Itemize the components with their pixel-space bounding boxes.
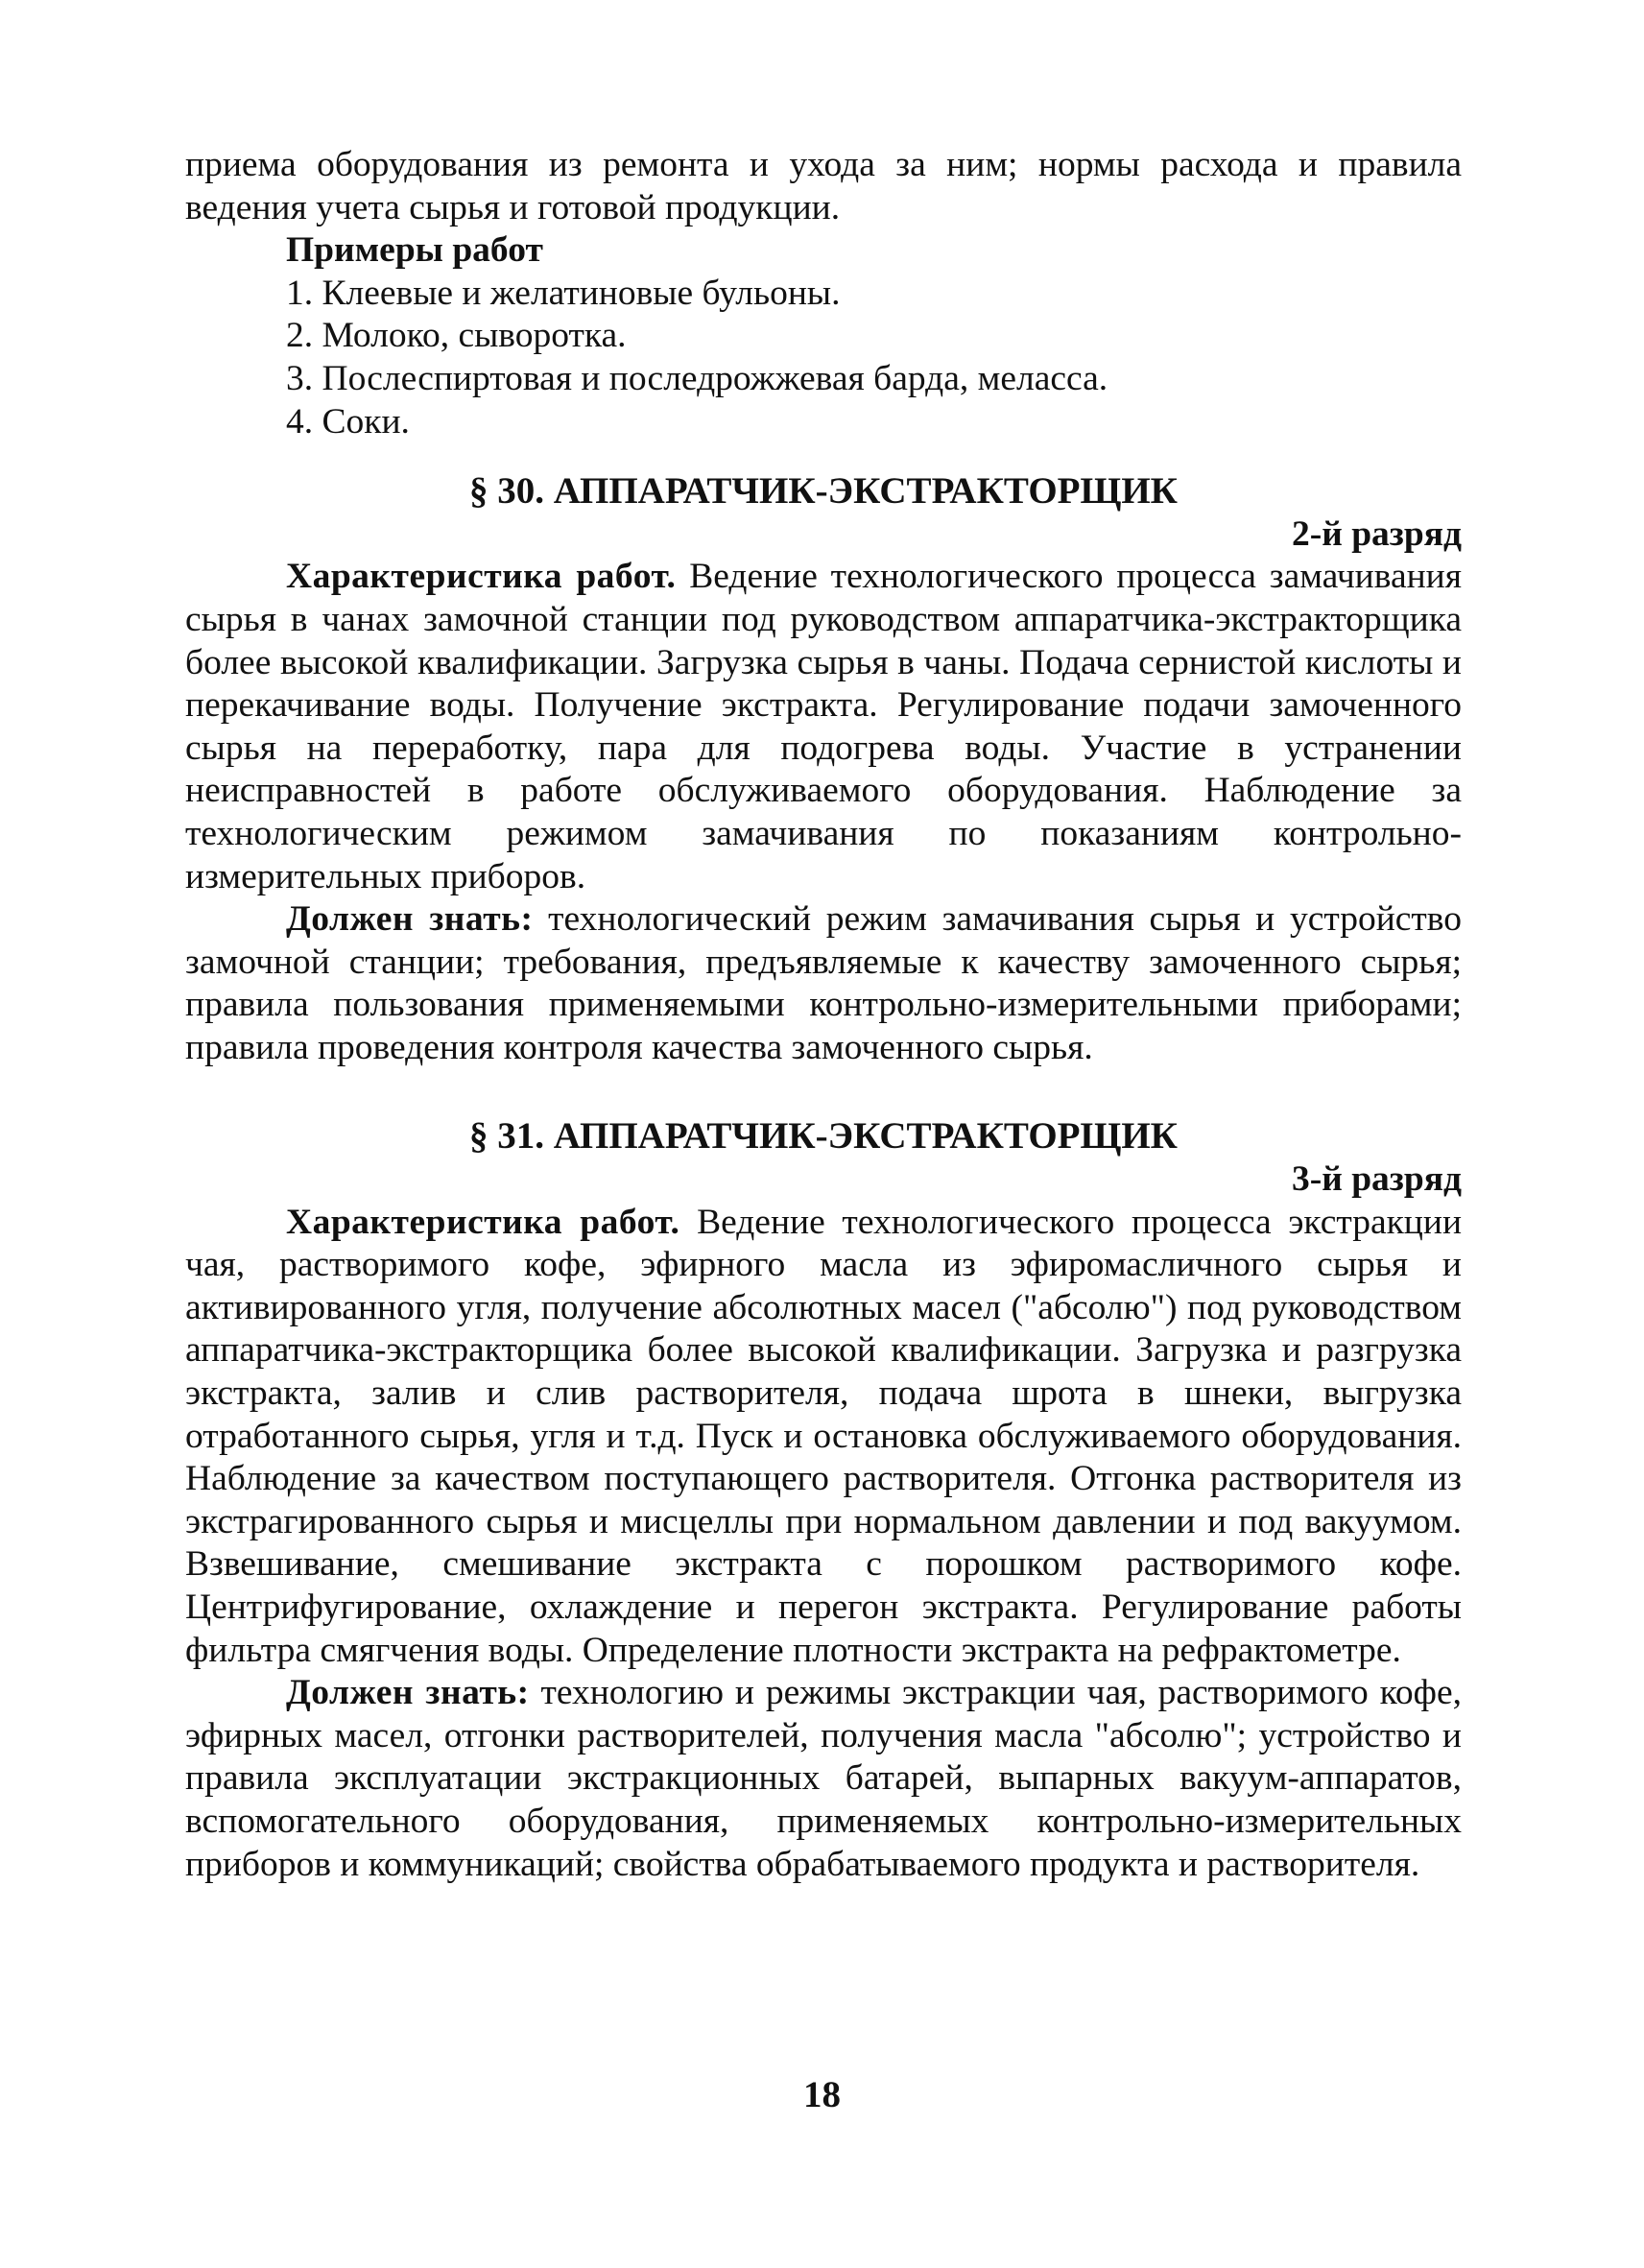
section-31-title: § 31. АППАРАТЧИК-ЭКСТРАКТОРЩИК [469,1115,1178,1158]
intro-paragraph: приема оборудования из ремонта и ухода за ним; нормы расхода и правила ведения учета сырья и готовой продукции. [185,145,1462,227]
characteristics-text: Ведение технологического процесса замачивания сырья в чанах замочной станции под руководством аппаратчика-экстракторщика более высокой квалификации. Загрузка сырья в чаны. Подача сернистой кислоты и перекачивание воды. Получение экстракта. Регулирование подачи замоченного сырья на переработку, пара для подогрева воды. Участие в устранении неисправностей в работе обслуживаемого оборудования. Наблюдение за технологическим режимом замачивания по показаниям контрольно-измерительных приборов. [185,557,1462,896]
knowledge-text: технологию и режимы экстракции чая, растворимого кофе, эфирных масел, отгонки растворителей, получения масла "абсолю"; устройство и правила эксплуатации экстракционных батарей, выпарных вакуум-аппаратов, вспомогательного оборудования, применяемых контрольно-измерительных приборов и коммуникаций; свойства обрабатываемого продукта и растворителя. [185,1673,1463,1884]
characteristics-text: Ведение технологического процесса экстракции чая, растворимого кофе, эфирного масла из эфиромасличного сырья и активированного угля, получение абсолютных масел ("абсолю") под руководством аппаратчика-экстракторщика более высокой квалификации. Загрузка и разгрузка экстракта, залив и слив растворителя, подача шрота в шнеки, выгрузка отработанного сырья, угля и т.д. Пуск и остановка обслуживаемого оборудования. Наблюдение за качеством поступающего растворителя. Отгонка растворителя из экстрагированного сырья и мисцеллы при нормальном давлении и под вакуумом. Взвешивание, смешивание экстракта с порошком растворимого кофе. Центрифугирование, охлаждение и перегон экстракта. Регулирование работы фильтра смягчения воды. Определение плотности экстракта на рефрактометре. [185,1202,1463,1670]
section-31-knowledge [185,1672,1462,1886]
document-page [185,144,1462,1886]
page-number: 18 [803,2074,841,2115]
section-30-title: § 30. АППАРАТЧИК-ЭКСТРАКТОРЩИК [469,470,1178,513]
knowledge-text: технологический режим замачивания сырья и устройство замочной станции; требования, предъявляемые к качеству замоченного сырья; правила пользования применяемыми контрольно-измерительными приборами; правила проведения контроля качества замоченного сырья. [185,899,1462,1067]
examples-list [185,273,1462,443]
list-item: 3. Послеспиртовая и последрожжевая барда, меласса. [286,358,1108,398]
knowledge-label: Должен знать: [286,1673,530,1713]
list-item: 4. Соки. [286,401,410,442]
list-item: 2. Молоко, сыворотка. [286,316,627,356]
section-31-grade: 3-й разряд [1291,1159,1462,1200]
characteristics-label: Характеристика работ. [286,1202,680,1242]
section-30-characteristics [185,556,1462,898]
knowledge-label: Должен знать: [286,899,534,940]
section-31-characteristics [185,1202,1462,1673]
section-30-grade: 2-й разряд [1291,513,1462,554]
list-item: 1. Клеевые и желатиновые бульоны. [286,273,841,313]
section-30-knowledge [185,898,1462,1069]
examples-heading: Примеры работ [286,230,543,271]
characteristics-label: Характеристика работ. [286,557,677,597]
